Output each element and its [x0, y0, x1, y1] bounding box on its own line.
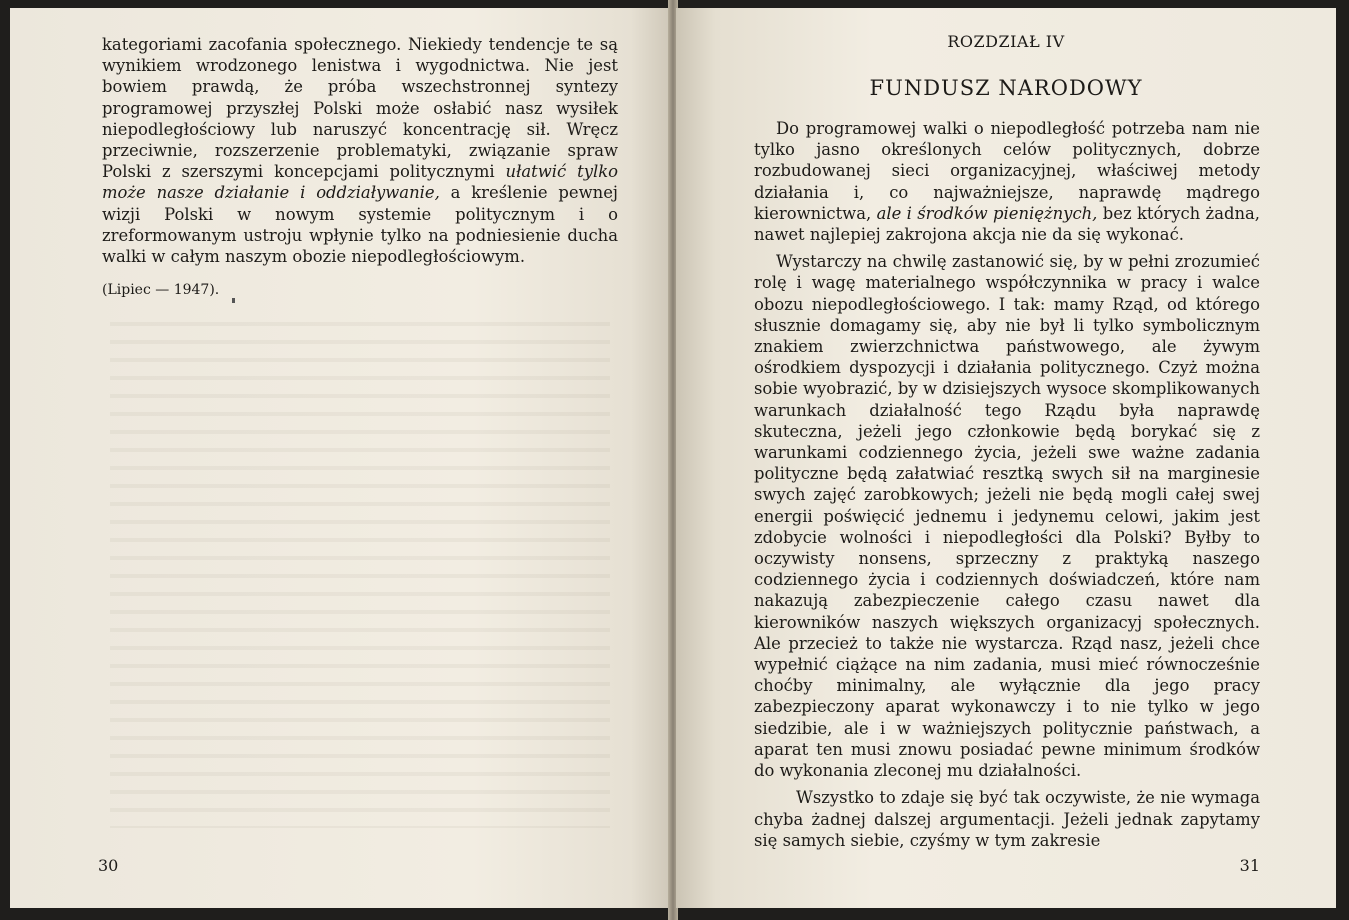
- chapter-label: ROZDZIAŁ IV: [947, 32, 1065, 51]
- left-page: [10, 8, 670, 908]
- date-line: (Lipiec — 1947).: [102, 282, 220, 298]
- right-page-text: [754, 118, 1260, 857]
- right-paragraph-part: Do programowej walki o niepodległość potrzeba nam nie tylko jasno określonych celów politycznych, dobrze rozbudowanej sieci organizacyjnej, właściwej metody działania i, co najważniejsze, naprawdę mądrego kierownictwa,: [754, 119, 1260, 223]
- right-paragraph-italic: ale i środków pieniężnych,: [876, 203, 1098, 223]
- right-page: [676, 8, 1336, 908]
- left-paragraph-italic: ułatwić tylko może nasze działanie i oddziaływanie,: [102, 162, 619, 203]
- chapter-title: FUNDUSZ NARODOWY: [869, 76, 1143, 100]
- left-page-text: [102, 34, 618, 267]
- show-through-texture: [110, 308, 610, 828]
- page-number-left: 30: [98, 856, 119, 875]
- page-number-right: 31: [1239, 856, 1260, 875]
- right-paragraph-1: [754, 118, 1260, 245]
- left-paragraph: [102, 34, 618, 267]
- left-paragraph-part: a kreślenie pewnej wizji Polski w nowym systemie politycznym i o zreformowanym ustroju wpłynie tylko na podniesienie ducha walki w całym naszym obozie niepodległościowym.: [102, 183, 618, 267]
- ink-speck: [232, 298, 235, 303]
- right-paragraph-3: Wszystko to zdaje się być tak oczywiste, że nie wymaga chyba żadnej dalszej argumentacji. Jeżeli jednak zapytamy się samych siebie, czyśmy w tym zakresie: [754, 788, 1260, 850]
- left-paragraph-part: kategoriami zacofania społecznego. Niekiedy tendencje te są wynikiem wrodzonego lenistwa i wygodnictwa. Nie jest bowiem prawdą, że próba wszechstronnej syntezy programowej przyszłej Polski może osłabić nasz wysiłek niepodległościowy lub naruszyć koncentrację sił. Wręcz przeciwnie, rozszerzenie problematyki, związanie spraw Polski z szerszymi koncepcjami politycznymi: [102, 35, 618, 182]
- right-paragraph-2: Wystarczy na chwilę zastanowić się, by w pełni zrozumieć rolę i wagę materialnego współczynnika w pracy i walce obozu niepodległościowego. I tak: mamy Rząd, od którego słusznie domagamy się, aby nie był li tylko symbolicznym znakiem zwierzchnictwa państwowego, ale żywym ośrodkiem dyspozycji i działania politycznego. Czyż można sobie wyobrazić, by w dzisiejszych wysoce skomplikowanych warunkach działalność tego Rządu była naprawdę skuteczna, jeżeli jego członkowie będą borykać się z warunkami codziennego życia, jeżeli swe ważne zadania polityczne będą załatwiać resztką swych sił na marginesie swych zajęć zarobkowych; jeżeli nie będą mogli całej swej energii poświęcić jednemu i jedynemu celowi, jakim jest zdobycie wolności i niepodległości dla Polski? Byłby to oczywisty nonsens, sprzeczny z praktyką naszego codziennego życia i codziennych doświadczeń, które nam nakazują zabezpieczenie całego czasu nawet dla kierowników naszych większych organizacyj społecznych. Ale przecież to także nie wystarcza. Rząd nasz, jeżeli chce wypełnić ciążące na nim zadania, musi mieć równocześnie choćby minimalny, ale wyłącznie dla jego pracy zabezpieczony aparat wykonawczy i to nie tylko w jego siedzibie, ale i w ważniejszych politycznie państwach, a aparat ten musi znowu posiadać pewne minimum środków do wykonania zleconej mu działalności.: [754, 252, 1260, 781]
- right-paragraph-part: bez których żadna, nawet najlepiej zakrojona akcja nie da się wykonać.: [754, 203, 1260, 245]
